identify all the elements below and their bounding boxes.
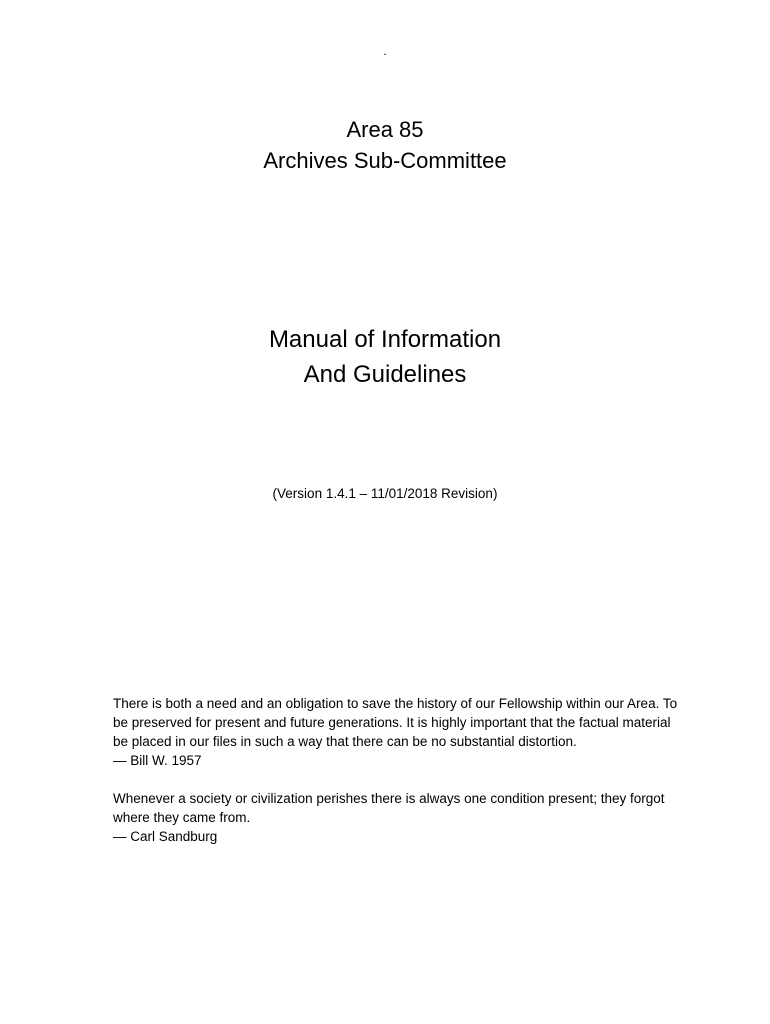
quote-line: be preserved for present and future generations. It is highly important that the factual material bbox=[113, 715, 671, 730]
quote-attribution: — Bill W. 1957 bbox=[113, 753, 202, 768]
version-line: (Version 1.4.1 – 11/01/2018 Revision) bbox=[272, 486, 498, 501]
organization-heading bbox=[0, 114, 770, 176]
document-title bbox=[0, 322, 770, 392]
title-line-1: Manual of Information bbox=[268, 326, 502, 353]
quote-line: be placed in our files in such a way that there can be no substantial distortion. bbox=[113, 734, 577, 749]
organization-name: Area 85 bbox=[346, 117, 424, 142]
committee-name: Archives Sub-Committee bbox=[263, 148, 507, 173]
top-mark: . bbox=[383, 44, 387, 58]
title-line-2: And Guidelines bbox=[303, 361, 467, 388]
quote-bill-w bbox=[113, 694, 703, 770]
quote-carl-sandburg bbox=[113, 789, 703, 846]
quote-line: where they came from. bbox=[113, 810, 251, 825]
quote-line: Whenever a society or civilization perishes there is always one condition present; they forgot bbox=[113, 791, 665, 806]
quote-attribution: — Carl Sandburg bbox=[113, 829, 218, 844]
quote-line: There is both a need and an obligation to save the history of our Fellowship within our Area. To bbox=[113, 696, 678, 711]
